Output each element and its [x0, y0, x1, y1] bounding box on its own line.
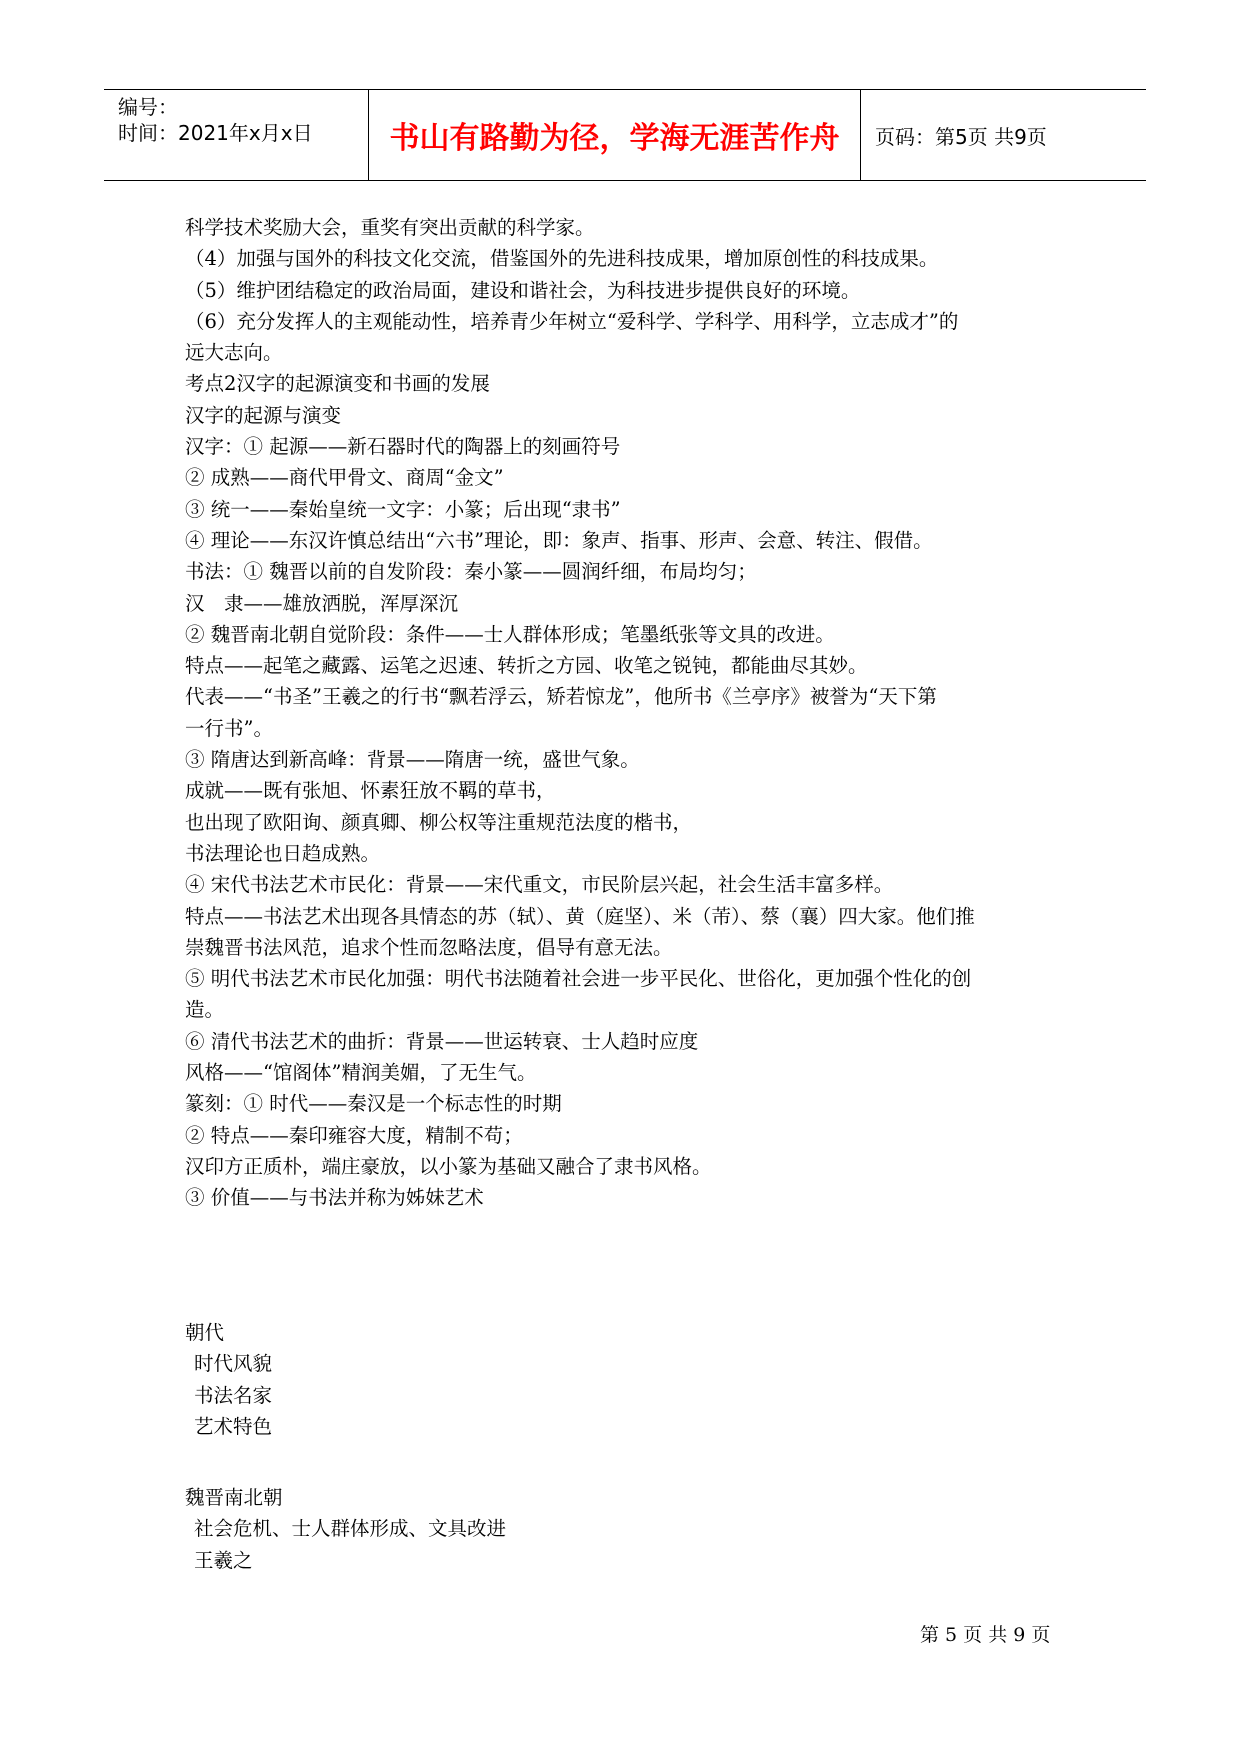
body-line: 科学技术奖励大会，重奖有突出贡献的科学家。 [185, 216, 595, 239]
body-line: 汉印方正质朴，端庄豪放，以小篆为基础又融合了隶书风格。 [185, 1154, 712, 1178]
dynasty-table [185, 1317, 1065, 1576]
body-line: （5）维护团结稳定的政治局面，建设和谐社会，为科技进步提供良好的环境。 [185, 278, 861, 302]
body-line: 代表——“书圣”王羲之的行书“飘若浮云，矫若惊龙”，他所书《兰亭序》被誉为“天下第 [185, 685, 937, 709]
body-line: ② 成熟——商代甲骨文、商周“金文” [185, 466, 504, 490]
body-line: （6）充分发挥人的主观能动性，培养青少年树立“爱科学、学科学、用科学，立志成才”的 [185, 309, 959, 333]
serial-number-label: 编号： [118, 95, 178, 119]
table-header-dynasty: 朝代 [185, 1321, 225, 1344]
body-line: ③ 统一——秦始皇统一文字：小篆；后出现“隶书” [185, 497, 621, 521]
body-line: （4）加强与国外的科技文化交流，借鉴国外的先进科技成果，增加原创性的科技成果。 [185, 247, 939, 271]
body-line: ③ 价值——与书法并称为姊妹艺术 [185, 1186, 484, 1210]
body-line: ② 特点——秦印雍容大度，精制不苟； [185, 1123, 523, 1147]
body-line: 书法：① 魏晋以前的自发阶段：秦小篆——圆润纤细，布局均匀； [185, 560, 757, 584]
body-line: 特点——起笔之藏露、运笔之迟速、转折之方园、收笔之锐钝，都能曲尽其妙。 [185, 654, 868, 678]
subsection-heading: 汉字的起源与演变 [185, 403, 342, 427]
header-motto: 书山有路勤为径，学海无涯苦作舟 [369, 90, 861, 180]
table-header-features: 艺术特色 [194, 1414, 273, 1438]
body-line: 汉字：① 起源——新石器时代的陶器上的刻画符号 [185, 435, 621, 459]
section-heading: 考点2汉字的起源演变和书画的发展 [185, 372, 490, 396]
header-page-number: 页码：第5页 共9页 [875, 124, 1047, 149]
table-cell-masters: 王羲之 [194, 1548, 253, 1572]
body-line: ④ 理论——东汉许慎总结出“六书”理论，即：象声、指事、形声、会意、转注、假借。 [185, 528, 933, 552]
table-cell-dynasty: 魏晋南北朝 [185, 1486, 283, 1510]
body-line: ② 魏晋南北朝自觉阶段：条件——士人群体形成；笔墨纸张等文具的改进。 [185, 622, 835, 646]
table-header-era: 时代风貌 [194, 1352, 273, 1376]
page-header [104, 89, 1146, 181]
table-header-masters: 书法名家 [194, 1383, 273, 1407]
body-line: ④ 宋代书法艺术市民化：背景——宋代重文，市民阶层兴起，社会生活丰富多样。 [185, 873, 894, 897]
body-line: 造。 [185, 998, 225, 1022]
table-cell-era: 社会危机、士人群体形成、文具改进 [194, 1517, 507, 1541]
body-line: 篆刻：① 时代——秦汉是一个标志性的时期 [185, 1092, 562, 1116]
header-meta-cell [104, 90, 369, 180]
body-line: 风格——“馆阁体”精润美媚，了无生气。 [185, 1061, 537, 1085]
body-line: 成就——既有张旭、怀素狂放不羁的草书， [185, 779, 556, 803]
body-line: 远大志向。 [185, 341, 283, 365]
page-footer: 第 5 页 共 9 页 [920, 1624, 1051, 1646]
body-line: 书法理论也日趋成熟。 [185, 841, 381, 865]
body-line: 特点——书法艺术出现各具情态的苏（轼）、黄（庭坚）、米（芾）、蔡（襄）四大家。他们推 [185, 904, 975, 928]
time-label: 时间：2021年x月x日 [118, 121, 313, 145]
body-line: 也出现了欧阳询、颜真卿、柳公权等注重规范法度的楷书， [185, 810, 693, 834]
body-line: 汉 隶——雄放洒脱，浑厚深沉 [185, 591, 459, 615]
table-row-gap [185, 1442, 1065, 1482]
body-line: ⑤ 明代书法艺术市民化加强：明代书法随着社会进一步平民化、世俗化，更加强个性化的创 [185, 967, 972, 991]
document-body [185, 212, 1065, 1214]
body-line: 一行书”。 [185, 716, 273, 740]
body-line: 崇魏晋书法风范，追求个性而忽略法度，倡导有意无法。 [185, 935, 673, 959]
body-line: ⑥ 清代书法艺术的曲折：背景——世运转衰、士人趋时应度 [185, 1029, 699, 1053]
body-line: ③ 隋唐达到新高峰：背景——隋唐一统，盛世气象。 [185, 748, 640, 772]
